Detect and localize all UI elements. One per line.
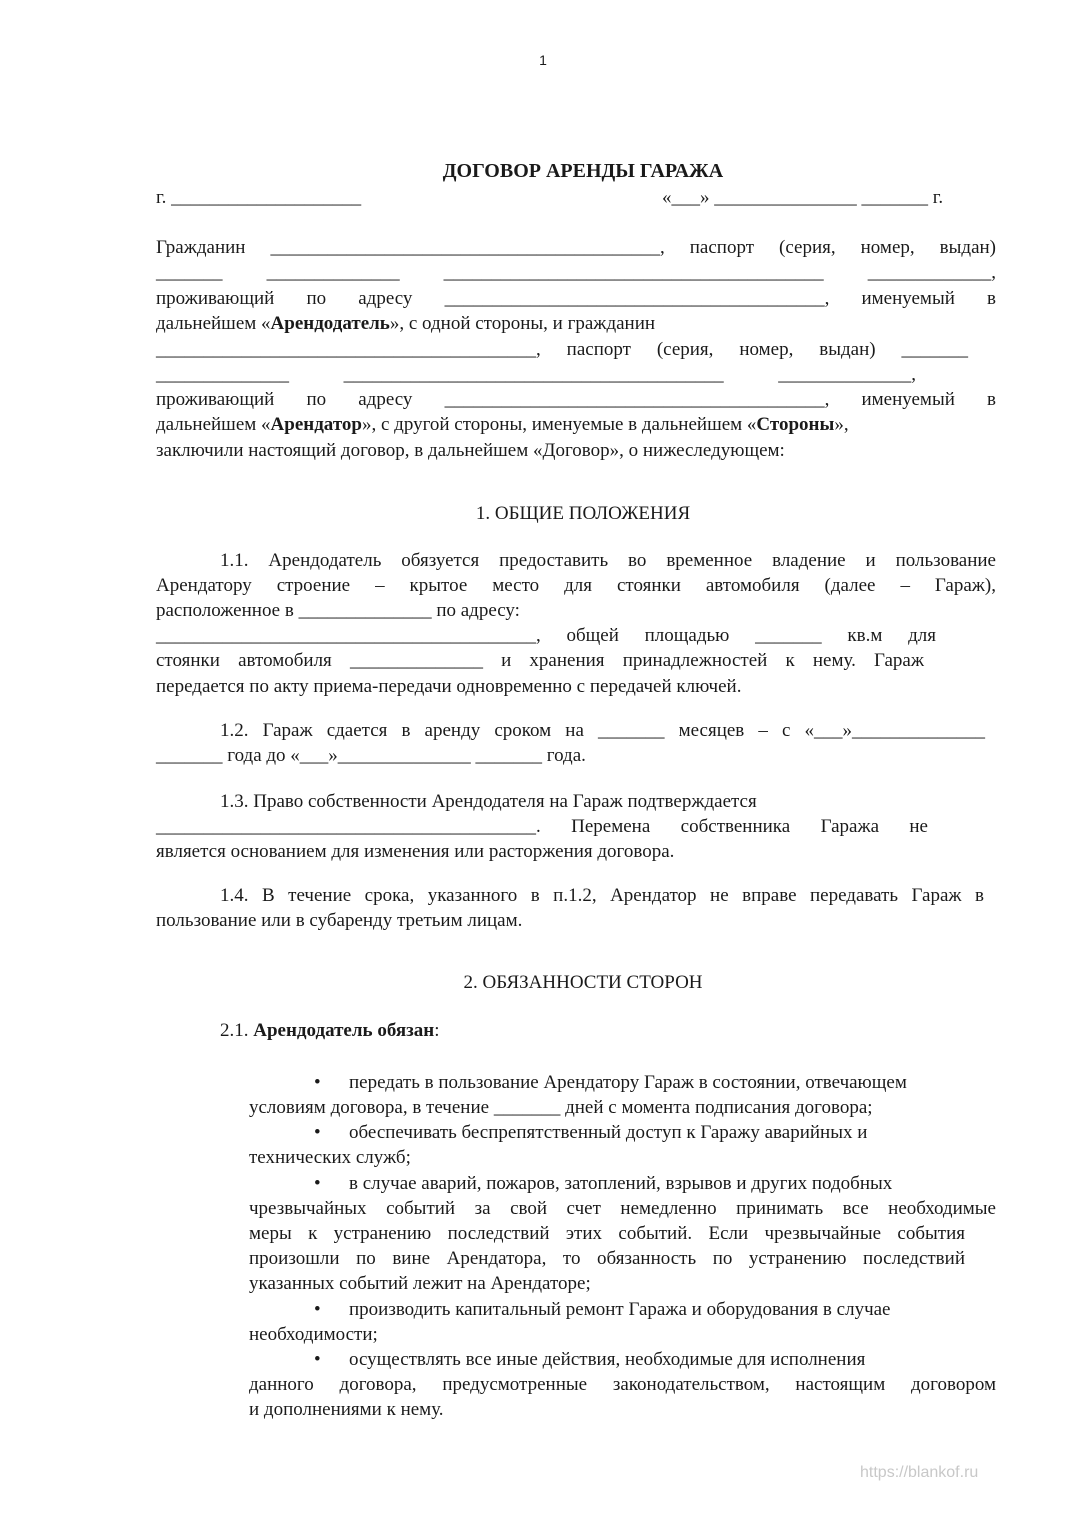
page-number: 1: [539, 52, 547, 68]
clause-line: пользование или в субаренду третьим лицам.: [156, 910, 523, 931]
bullet-icon: •: [314, 1299, 321, 1320]
city-field: г. ____________________: [156, 187, 362, 208]
list-item: осуществлять все иные действия, необходимые для исполнения: [349, 1349, 866, 1370]
list-item: производить капитальный ремонт Гаража и оборудования в случае: [349, 1299, 891, 1320]
clause-line: 1.1. Арендодатель обязуется предоставить во временное владение и пользование: [220, 550, 996, 571]
watermark-url: https://blankof.ru: [860, 1464, 979, 1481]
preamble-line: проживающий по адресу ________________________________________, именуемый в: [156, 389, 996, 410]
lessor-term: Арендодатель: [270, 313, 390, 334]
preamble-line: дальнейшем «Арендатор», с другой стороны, именуемые в дальнейшем «Стороны»,: [156, 414, 849, 435]
bullet-icon: •: [314, 1173, 321, 1194]
list-item: указанных событий лежит на Арендаторе;: [249, 1273, 591, 1294]
bullet-icon: •: [314, 1122, 321, 1143]
preamble-line: проживающий по адресу ________________________________________, именуемый в: [156, 288, 996, 309]
preamble-line: ________________________________________, паспорт (серия, номер, выдан) _______: [156, 339, 968, 360]
preamble-line: ______________ ________________________________________ ______________,: [156, 364, 916, 385]
clause-line: 1.2. Гараж сдается в аренду сроком на _______ месяцев – с «___»______________: [220, 720, 985, 741]
clause-line: ________________________________________. Перемена собственника Гаража не: [156, 816, 928, 837]
parties-term: Стороны: [756, 414, 835, 435]
preamble-line: дальнейшем «Арендодатель», с одной стороны, и гражданин: [156, 313, 656, 334]
clause-line: передается по акту приема-передачи одновременно с передачей ключей.: [156, 676, 742, 697]
bullet-icon: •: [314, 1072, 321, 1093]
lessee-term: Арендатор: [270, 414, 362, 435]
clause-line: 1.4. В течение срока, указанного в п.1.2, Арендатор не вправе передавать Гараж в: [220, 885, 984, 906]
clause-line: стоянки автомобиля ______________ и хранения принадлежностей к нему. Гараж: [156, 650, 924, 671]
preamble-line: _______ ______________ ________________________________________ _____________,: [156, 262, 996, 283]
date-field: «___» _______________ _______ г.: [662, 187, 944, 208]
clause-line: расположенное в ______________ по адресу:: [156, 600, 520, 621]
clause-line: является основанием для изменения или расторжения договора.: [156, 841, 675, 862]
lessor-obliged-term: Арендодатель обязан: [253, 1020, 435, 1041]
list-item: произошли по вине Арендатора, то обязанность по устранению последствий: [249, 1248, 965, 1269]
section-heading: 2. ОБЯЗАННОСТИ СТОРОН: [463, 972, 703, 993]
list-item: необходимости;: [249, 1324, 378, 1345]
clause-line: _______ года до «___»______________ _______ года.: [156, 745, 586, 766]
clause-line: ________________________________________, общей площадью _______ кв.м для: [156, 625, 936, 646]
preamble-line: Гражданин _________________________________________, паспорт (серия, номер, выдан): [156, 237, 996, 258]
list-item: данного договора, предусмотренные законодательством, настоящим договором: [249, 1374, 996, 1395]
document-title: ДОГОВОР АРЕНДЫ ГАРАЖА: [442, 160, 724, 182]
list-item: в случае аварий, пожаров, затоплений, взрывов и других подобных: [349, 1173, 893, 1194]
list-item: обеспечивать беспрепятственный доступ к Гаражу аварийных и: [349, 1122, 868, 1143]
list-item: и дополнениями к нему.: [249, 1399, 444, 1420]
clause-line: Арендатору строение – крытое место для стоянки автомобиля (далее – Гараж),: [156, 575, 996, 596]
list-item: передать в пользование Арендатору Гараж в состоянии, отвечающем: [349, 1072, 907, 1093]
list-item: условиям договора, в течение _______ дней с момента подписания договора;: [249, 1097, 873, 1118]
list-item: технических служб;: [249, 1147, 411, 1168]
clause-line: 2.1. Арендодатель обязан:: [220, 1020, 440, 1041]
list-item: чрезвычайных событий за свой счет немедленно принимать все необходимые: [249, 1198, 996, 1219]
section-heading: 1. ОБЩИЕ ПОЛОЖЕНИЯ: [475, 503, 691, 524]
clause-line: 1.3. Право собственности Арендодателя на Гараж подтверждается: [220, 791, 757, 812]
bullet-icon: •: [314, 1349, 321, 1370]
preamble-line: заключили настоящий договор, в дальнейшем «Договор», о нижеследующем:: [156, 440, 785, 461]
list-item: меры к устранению последствий этих событий. Если чрезвычайные события: [249, 1223, 965, 1244]
